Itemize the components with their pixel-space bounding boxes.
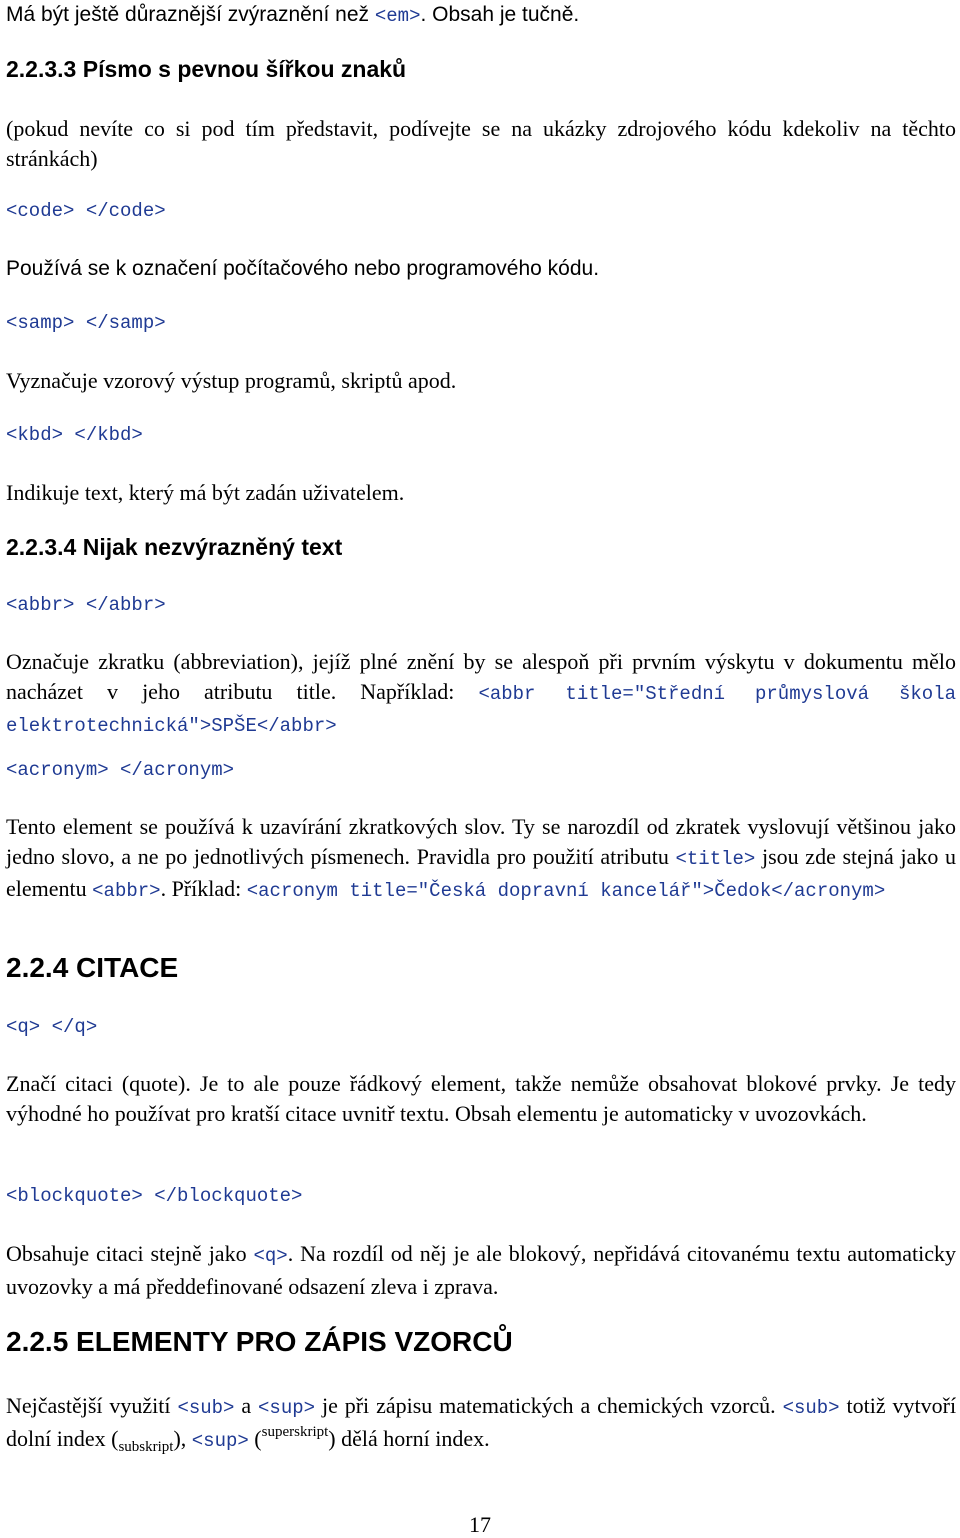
sub-code: <sub>: [177, 1397, 235, 1419]
kbd-tag-label: <kbd> </kbd>: [6, 424, 143, 446]
intro-text: Má být ještě důraznější zvýraznění než: [6, 3, 370, 26]
bq-desc-text-2: . Na rozdíl od něj je ale blokový, nepřidává citovanému textu automaticky uvozovky a má předdefinované odsazení zleva i zprava.: [6, 1241, 956, 1299]
abbr-description: [6, 647, 956, 742]
q-tag-label: <q> </q>: [6, 1016, 98, 1038]
monospace-note: (pokud nevíte co si pod tím představit, podívejte se na ukázky zdrojového kódu kdekoliv na těchto stránkách): [6, 116, 956, 171]
abbr-code: <abbr>: [92, 880, 161, 902]
subscript-example: subskript: [118, 1438, 174, 1455]
formula-text-2: a: [241, 1393, 252, 1418]
page-number: 17: [469, 1512, 491, 1537]
samp-tag-description: Vyznačuje vzorový výstup programů, skriptů apod.: [6, 368, 457, 393]
formula-text-1: Nejčastější využití: [6, 1393, 171, 1418]
sup-code-2: <sup>: [191, 1429, 249, 1452]
formula-text-5: ),: [173, 1425, 187, 1451]
heading-2-2-4: 2.2.4 CITACE: [6, 952, 179, 983]
intro-paragraph: [6, 0, 579, 31]
formula-text-7: ) dělá horní index.: [328, 1425, 490, 1451]
acronym-description: [6, 812, 956, 907]
sub-code-2: <sub>: [782, 1397, 840, 1419]
abbr-desc-text: Označuje zkratku (abbreviation), jejíž plné znění by se alespoň při prvním výskytu v dokumentu mělo nacházet v jeho atributu title. Například:: [6, 649, 956, 704]
formula-text-4: totiž vytvoří dolní index (: [6, 1393, 957, 1451]
abbr-tag-label: <abbr> </abbr>: [6, 594, 166, 616]
code-tag-description: Používá se k označení počítačového nebo programového kódu.: [6, 257, 600, 280]
blockquote-tag-label: <blockquote> </blockquote>: [6, 1185, 303, 1207]
acronym-example-code: <acronym title="Česká dopravní kancelář">Čedok</acronym>: [246, 880, 886, 902]
acronym-desc-text-2: jsou zde stejná jako u elementu: [6, 843, 956, 901]
samp-tag-label: <samp> </samp>: [6, 312, 166, 334]
heading-2-2-5: 2.2.5 ELEMENTY PRO ZÁPIS VZORCŮ: [6, 1326, 513, 1357]
superscript-example: superskript: [261, 1423, 329, 1440]
abbr-example-code: <abbr title="Střední průmyslová škola elektrotechnická">SPŠE</abbr>: [6, 682, 956, 737]
heading-2-2-3-4: 2.2.3.4 Nijak nezvýrazněný text: [6, 534, 343, 560]
code-tag-label: <code> </code>: [6, 200, 166, 222]
acronym-desc-text: Tento element se používá k uzavírání zkratkových slov. Ty se narozdíl od zkratek vyslovují většinou jako jedno slovo, a ne po jednotlivých písmenech. Pravidla pro použití atributu: [6, 814, 956, 869]
kbd-tag-description: Indikuje text, který má být zadán uživatelem.: [6, 480, 405, 505]
title-code: <title>: [675, 847, 756, 870]
intro-text-end: . Obsah je tučně.: [420, 3, 580, 26]
acronym-tag-label: <acronym> </acronym>: [6, 759, 235, 781]
formula-elements-paragraph: [6, 1391, 956, 1456]
q-code: <q>: [253, 1245, 288, 1267]
acronym-desc-text-3: . Příklad:: [160, 876, 242, 901]
q-description: Značí citaci (quote). Je to ale pouze řádkový element, takže nemůže obsahovat blokové prvky. Je tedy výhodné ho používat pro kratší citace uvnitř textu. Obsah elementu je automaticky v uvozovkách.: [6, 1071, 956, 1126]
inline-code: <em>: [374, 5, 421, 27]
sup-code: <sup>: [258, 1397, 316, 1419]
formula-text-6: (: [254, 1425, 262, 1451]
bq-desc-text: Obsahuje citaci stejně jako: [6, 1241, 247, 1266]
heading-2-2-3-3: 2.2.3.3 Písmo s pevnou šířkou znaků: [6, 56, 407, 82]
blockquote-description: [6, 1239, 956, 1301]
formula-text-3: je při zápisu matematických a chemických vzorců.: [321, 1393, 776, 1418]
